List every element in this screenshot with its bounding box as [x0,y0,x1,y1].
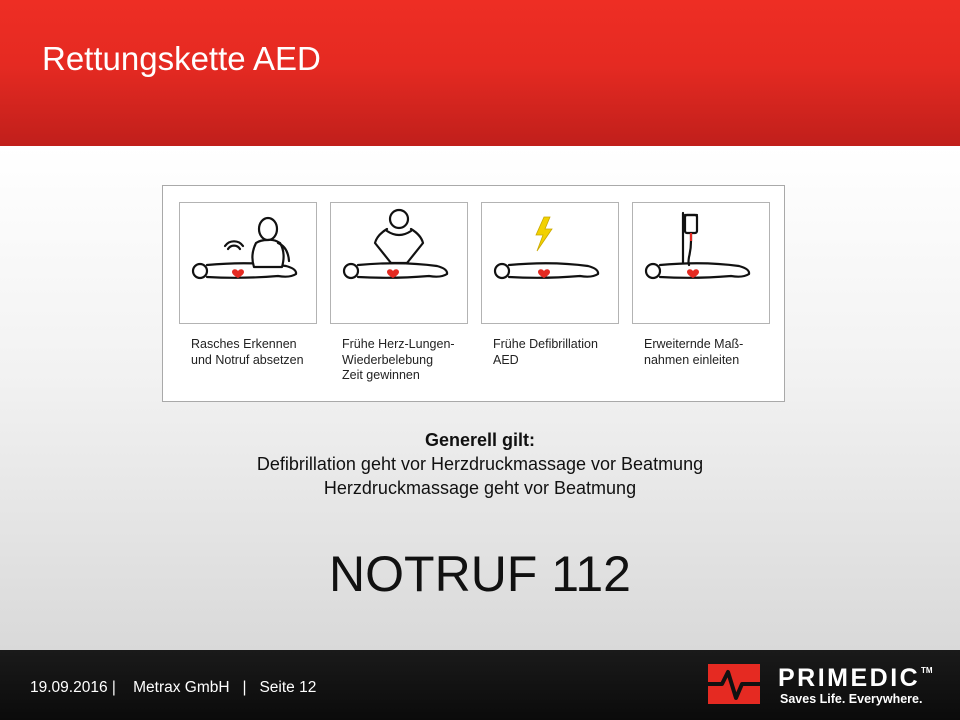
brand-name: PRIMEDIC [778,664,921,692]
primedic-logo-icon [706,660,762,708]
step-4-panel [632,202,770,324]
title-bar [0,0,960,146]
footer-info: 19.09.2016 | Metrax GmbH | Seite 12 [30,679,317,696]
step-3-panel [481,202,619,324]
rule-line-2: Herzdruckmassage geht vor Beatmung [323,478,637,498]
step-1-label: Rasches Erkennen und Notruf absetzen [191,337,304,367]
rule-heading: Generell gilt: [424,430,536,450]
chain-of-survival-figure [162,185,785,402]
brand-tagline: Saves Life. Everywhere. [780,692,923,706]
step-2-panel [330,202,468,324]
cpr-icon [331,203,467,323]
infusion-icon [633,203,769,323]
step-2-label: Frühe Herz-Lungen- Wiederbelebung Zeit gewinnen [342,337,455,382]
defibrillation-icon [482,203,618,323]
step-1-panel [179,202,317,324]
rule-line-1: Defibrillation geht vor Herzdruckmassage vor Beatmung [256,454,704,474]
brand-trademark: TM [921,666,933,675]
step-4-label: Erweiternde Maß- nahmen einleiten [644,337,744,367]
slide-title: Rettungskette AED [42,40,321,77]
emergency-number: NOTRUF 112 [329,546,631,602]
step-3-label: Frühe Defibrillation AED [493,337,598,367]
person-responding-icon [180,203,316,323]
general-rule [0,428,960,500]
